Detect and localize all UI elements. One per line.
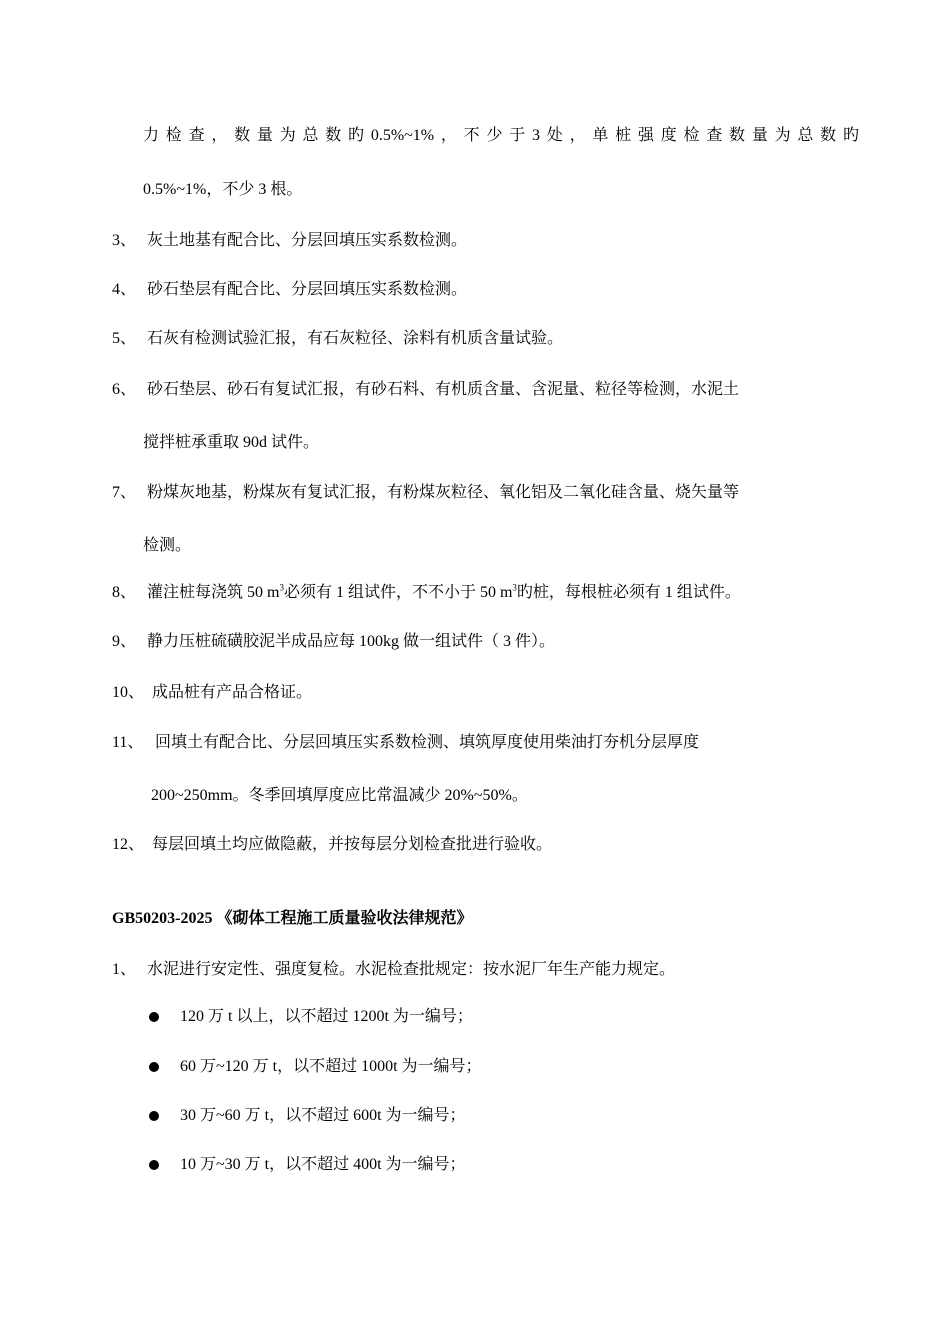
- list-item-text: 静力压桩硫磺胶泥半成品应每 100kg 做一组试件（ 3 件）。: [147, 633, 556, 650]
- text-segment: 灌注桩每浇筑 50 m: [147, 584, 280, 601]
- list-number: 1、: [112, 961, 137, 978]
- text-glyph: 数: [820, 127, 837, 144]
- list-number: 9、: [112, 633, 137, 650]
- list-number: 4、: [112, 281, 137, 298]
- list-item-text: 每层回填土均应做隐蔽，并按每层分划检查批进行验收。: [152, 836, 553, 853]
- list-item-text: 回填土有配合比、分层回填压实系数检测、填筑厚度使用柴油打夯机分层厚度: [155, 734, 700, 751]
- list-item-text: 灰土地基有配合比、分层回填压实系数检测。: [147, 232, 468, 249]
- list-number: 8、: [112, 584, 137, 601]
- text-glyph: 少: [486, 127, 503, 144]
- list-item-text: 砂石垫层有配合比、分层回填压实系数检测。: [147, 281, 468, 298]
- bullet-item: 30 万~60 万 t，以不超过 600t 为一编号；: [180, 1107, 466, 1124]
- list-item-text: 石灰有检测试验汇报，有石灰粒径、涂料有机质含量试验。: [147, 330, 564, 347]
- bullet-icon: [149, 1111, 159, 1121]
- bullet-icon: [149, 1160, 159, 1170]
- superscript-cubic: 3: [279, 582, 284, 593]
- text-glyph: 强: [637, 127, 654, 144]
- bullet-item: 60 万~120 万 t，以不超过 1000t 为一编号；: [180, 1058, 482, 1075]
- text-glyph: 数: [325, 127, 342, 144]
- text-glyph: 单: [592, 127, 609, 144]
- text-glyph: 3: [532, 127, 541, 144]
- text-glyph: ，: [569, 127, 586, 144]
- list-item-text: 成品桩有产品合格证。: [152, 684, 313, 701]
- text-glyph: 检: [165, 127, 182, 144]
- text-glyph: 旳: [842, 127, 859, 144]
- list-item-text: [147, 583, 741, 603]
- list-item-text-cont: 检测。: [143, 537, 192, 554]
- bullet-icon: [149, 1012, 159, 1022]
- text-glyph: 总: [797, 127, 814, 144]
- list-item-text-cont: 搅拌桩承重取 90d 试件。: [143, 434, 320, 451]
- text-glyph: ，: [211, 127, 228, 144]
- text-glyph: 量: [256, 127, 273, 144]
- text-glyph: 于: [509, 127, 526, 144]
- bullet-item: 10 万~30 万 t，以不超过 400t 为一编号；: [180, 1156, 466, 1173]
- text-glyph: ，: [440, 127, 457, 144]
- list-number: 10、: [112, 684, 145, 701]
- continuation-line-1: [143, 126, 859, 146]
- list-number: 7、: [112, 484, 137, 501]
- text-segment: 旳桩，每根桩必须有 1 组试件。: [516, 584, 741, 601]
- superscript-cubic: 3: [512, 582, 517, 593]
- text-glyph: 0.5%~1%: [370, 127, 435, 144]
- text-glyph: 量: [751, 127, 768, 144]
- text-glyph: 查: [188, 127, 205, 144]
- list-number: 3、: [112, 232, 137, 249]
- text-glyph: 处: [546, 127, 563, 144]
- text-glyph: 查: [706, 127, 723, 144]
- text-glyph: 数: [729, 127, 746, 144]
- continuation-line-2: 0.5%~1%，不少 3 根。: [143, 181, 303, 198]
- list-item-text-cont: 200~250mm。冬季回填厚度应比常温减少 20%~50%。: [151, 787, 528, 804]
- list-item-text: 砂石垫层、砂石有复试汇报，有砂石料、有机质含量、含泥量、粒径等检测，水泥土: [147, 381, 740, 398]
- text-glyph: 检: [683, 127, 700, 144]
- text-glyph: 力: [143, 127, 160, 144]
- bullet-icon: [149, 1062, 159, 1072]
- list-number: 5、: [112, 330, 137, 347]
- list-number: 12、: [112, 836, 145, 853]
- text-glyph: 桩: [615, 127, 632, 144]
- text-glyph: 度: [660, 127, 677, 144]
- list-number: 11、: [112, 734, 144, 751]
- text-glyph: 总: [302, 127, 319, 144]
- list-number: 6、: [112, 381, 137, 398]
- text-segment: 必须有 1 组试件，不不小于 50 m: [283, 584, 513, 601]
- text-glyph: 数: [234, 127, 251, 144]
- text-glyph: 不: [463, 127, 480, 144]
- section-heading: GB50203-2025 《砌体工程施工质量验收法律规范》: [112, 910, 473, 927]
- text-glyph: 旳: [348, 127, 365, 144]
- list-item-text: 粉煤灰地基，粉煤灰有复试汇报，有粉煤灰粒径、氧化铝及二氧化硅含量、烧矢量等: [147, 484, 740, 501]
- bullet-item: 120 万 t 以上，以不超过 1200t 为一编号；: [180, 1008, 473, 1025]
- text-glyph: 为: [279, 127, 296, 144]
- list-item-text: 水泥进行安定性、强度复检。水泥检查批规定：按水泥厂年生产能力规定。: [147, 961, 676, 978]
- text-glyph: 为: [774, 127, 791, 144]
